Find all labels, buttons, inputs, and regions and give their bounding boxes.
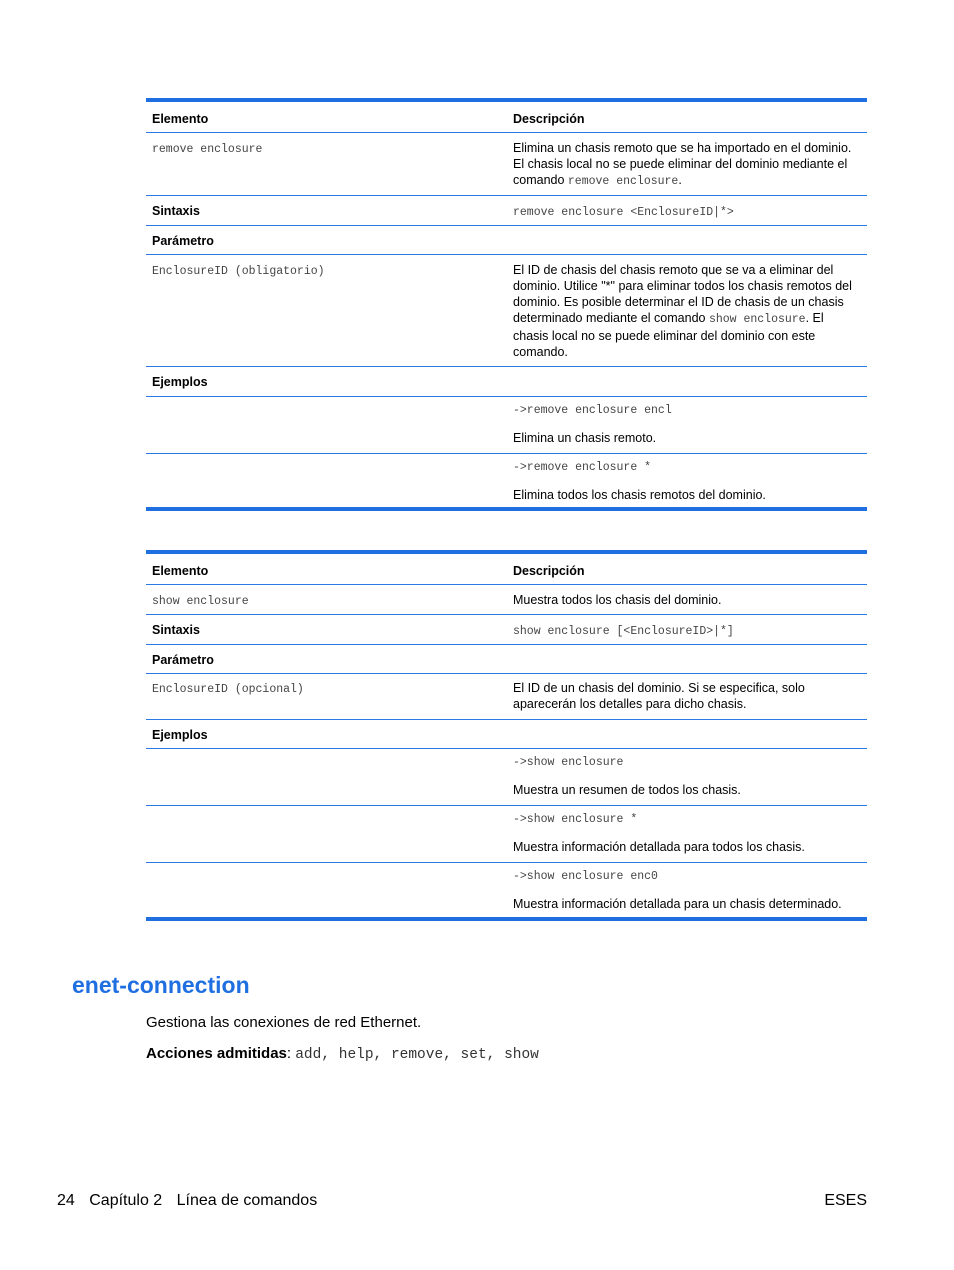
syntax-label: Sintaxis [146, 614, 507, 644]
table-header-element: Elemento [146, 100, 507, 132]
page-number: 24 [57, 1192, 75, 1209]
element-description: Elimina un chasis remoto que se ha importado en el dominio. El chasis local no se puede eliminar del dominio mediante el comando remove enclosure. [507, 132, 867, 195]
example-command: ->remove enclosure * [513, 460, 652, 474]
table-header-element: Elemento [146, 552, 507, 584]
parameter-label: Parámetro [146, 225, 507, 254]
table-row [146, 748, 867, 805]
table-header-description: Descripción [507, 552, 867, 584]
example-command: ->show enclosure enc0 [513, 869, 658, 883]
table-header-description: Descripción [507, 100, 867, 132]
chapter-title: Línea de comandos [176, 1192, 318, 1209]
example-command: ->remove enclosure encl [513, 403, 672, 417]
element-name: remove enclosure [152, 142, 263, 156]
example-description: Elimina todos los chasis remotos del dominio. [513, 487, 766, 502]
section-intro: Gestiona las conexiones de red Ethernet. [146, 1014, 422, 1031]
element-description: Muestra todos los chasis del dominio. [507, 584, 867, 614]
section-title: enet-connection [72, 972, 250, 998]
parameter-name: EnclosureID (opcional) [152, 682, 304, 696]
table-row [146, 805, 867, 862]
example-description: Muestra información detallada para todos los chasis. [513, 839, 805, 854]
parameter-description: El ID de chasis del chasis remoto que se va a eliminar del dominio. Utilice "*" para eliminar todos los chasis remotos del dominio. Es posible determinar el ID de chasis de un chasis determinado mediante el comando show enclosure. El chasis local no se puede eliminar del dominio con este comando. [507, 254, 867, 366]
examples-label: Ejemplos [146, 366, 507, 396]
example-description: Elimina un chasis remoto. [513, 430, 657, 445]
parameter-name: EnclosureID (obligatorio) [152, 264, 325, 278]
syntax-value: remove enclosure <EnclosureID|*> [513, 205, 734, 219]
table-row [146, 453, 867, 509]
parameter-label: Parámetro [146, 644, 507, 673]
element-name: show enclosure [152, 594, 249, 608]
page-footer [57, 1192, 327, 1210]
supported-actions: Acciones admitidas: add, help, remove, set, show [146, 1045, 539, 1063]
example-command: ->show enclosure * [513, 812, 638, 826]
example-command: ->show enclosure [513, 755, 624, 769]
table-row [146, 862, 867, 919]
example-description: Muestra información detallada para un chasis determinado. [513, 896, 842, 911]
actions-label: Acciones admitidas [146, 1045, 287, 1062]
actions-list: add, help, remove, set, show [295, 1047, 539, 1063]
example-description: Muestra un resumen de todos los chasis. [513, 782, 741, 797]
syntax-label: Sintaxis [146, 195, 507, 225]
examples-label: Ejemplos [146, 719, 507, 748]
syntax-value: show enclosure [<EnclosureID>|*] [513, 624, 734, 638]
chapter-label: Capítulo 2 [89, 1192, 163, 1209]
table-row [146, 396, 867, 453]
remove-enclosure-table [146, 98, 867, 511]
locale-code: ESES [824, 1192, 867, 1209]
show-enclosure-table [146, 550, 867, 921]
parameter-description: El ID de un chasis del dominio. Si se especifica, solo aparecerán los detalles para dicho chasis. [507, 673, 867, 719]
